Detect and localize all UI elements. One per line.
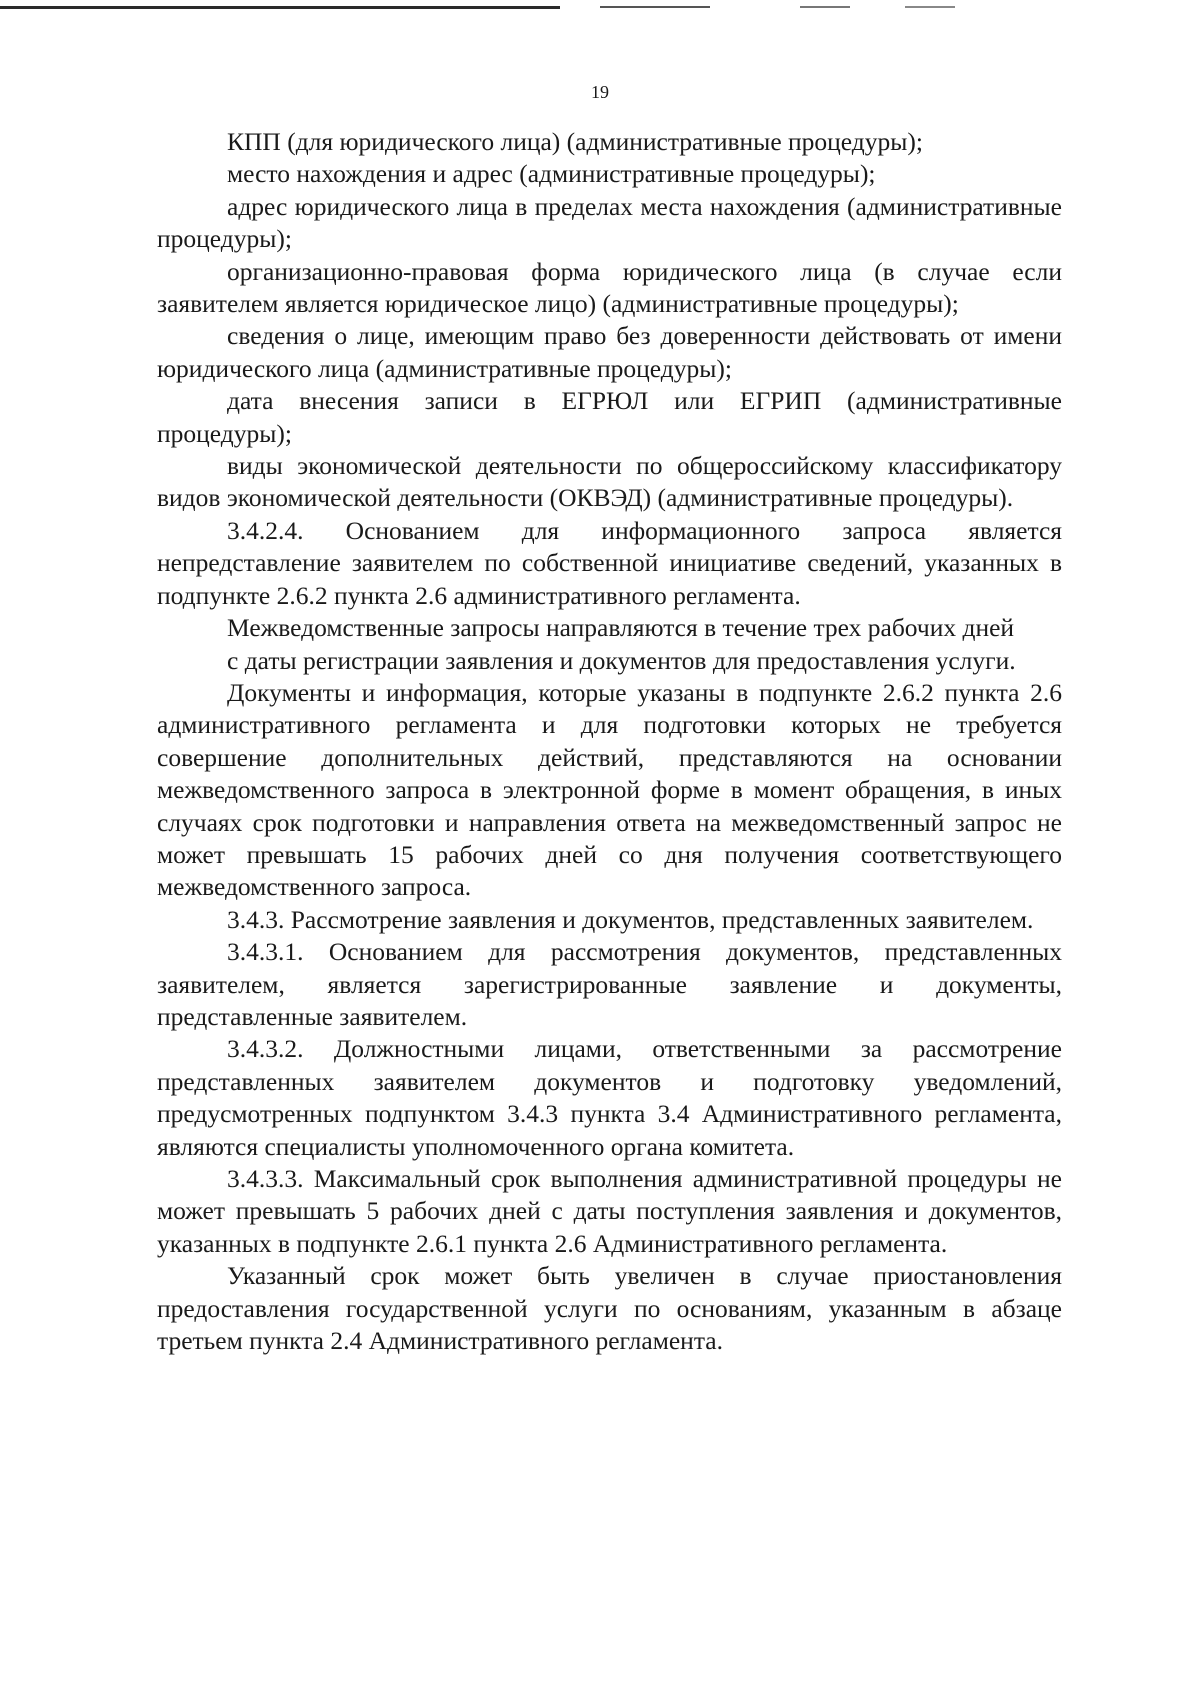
paragraph-okved: виды экономической деятельности по общероссийскому классификатору видов экономической деятельности (ОКВЭД) (административные процедуры). xyxy=(157,451,1062,513)
paragraph-legal-address: адрес юридического лица в пределах места нахождения (административные процедуры); xyxy=(157,191,1062,254)
paragraph-interagency-requests: Межведомственные запросы направляются в течение трех рабочих дней xyxy=(227,613,1015,643)
paragraph-legal-form: организационно-правовая форма юридического лица (в случае если заявителем является юридическое лицо) (административные процедуры); xyxy=(157,256,1062,319)
paragraph-term-extension: Указанный срок может быть увеличен в случае приостановления предоставления государственной услуги по основаниям, указанным в абзаце третьем пункта 2.4 Административного регламента. xyxy=(157,1261,1062,1356)
paragraph-registry-date: дата внесения записи в ЕГРЮЛ или ЕГРИП (административные процедуры); xyxy=(157,386,1062,448)
paragraph-3-4-3-1: 3.4.3.1. Основанием для рассмотрения документов, представленных заявителем, является зарегистрированные заявление и документы, представленные заявителем. xyxy=(157,937,1062,1031)
page-number: 19 xyxy=(591,82,609,102)
document-body xyxy=(157,126,1062,1357)
paragraph-authorized-person: сведения о лице, имеющим право без доверенности действовать от имени юридического лица (административные процедуры); xyxy=(157,321,1062,383)
paragraph-3-4-3: 3.4.3. Рассмотрение заявления и документов, представленных заявителем. xyxy=(227,904,1034,934)
paragraph-documents-info: Документы и информация, которые указаны в подпункте 2.6.2 пункта 2.6 административного регламента и для подготовки которых не требуется совершение дополнительных действий, представляются на основании межведомственного запроса в электронной форме в момент обращения, в иных случаях срок подготовки и направления ответа на межведомственный запрос не может превышать 15 рабочих дней со дня получения соответствующего межведомственного запроса. xyxy=(157,677,1062,902)
scan-edge-line xyxy=(0,6,560,9)
paragraph-3-4-3-2: 3.4.3.2. Должностными лицами, ответственными за рассмотрение представленных заявителем документов и подготовку уведомлений, предусмотренных подпунктом 3.4.3 пункта 3.4 Административного регламента, являются специалисты уполномоченного органа комитета. xyxy=(157,1034,1062,1161)
paragraph-3-4-2-4: 3.4.2.4. Основанием для информационного запроса является непредставление заявителем по собственной инициативе сведений, указанных в подпункте 2.6.2 пункта 2.6 административного регламента. xyxy=(157,515,1062,610)
scan-edge-line xyxy=(600,6,710,8)
paragraph-registration-date: с даты регистрации заявления и документов для предоставления услуги. xyxy=(227,645,1016,675)
scan-edge-line xyxy=(905,6,955,8)
scan-edge-line xyxy=(800,6,850,8)
paragraph-kpp: КПП (для юридического лица) (административные процедуры); xyxy=(227,127,923,156)
paragraph-3-4-3-3: 3.4.3.3. Максимальный срок выполнения административной процедуры не может превышать 5 рабочих дней с даты поступления заявления и документов, указанных в подпункте 2.6.1 пункта 2.6 Административного регламента. xyxy=(157,1164,1062,1258)
paragraph-location-address: место нахождения и адрес (административные процедуры); xyxy=(227,159,876,189)
